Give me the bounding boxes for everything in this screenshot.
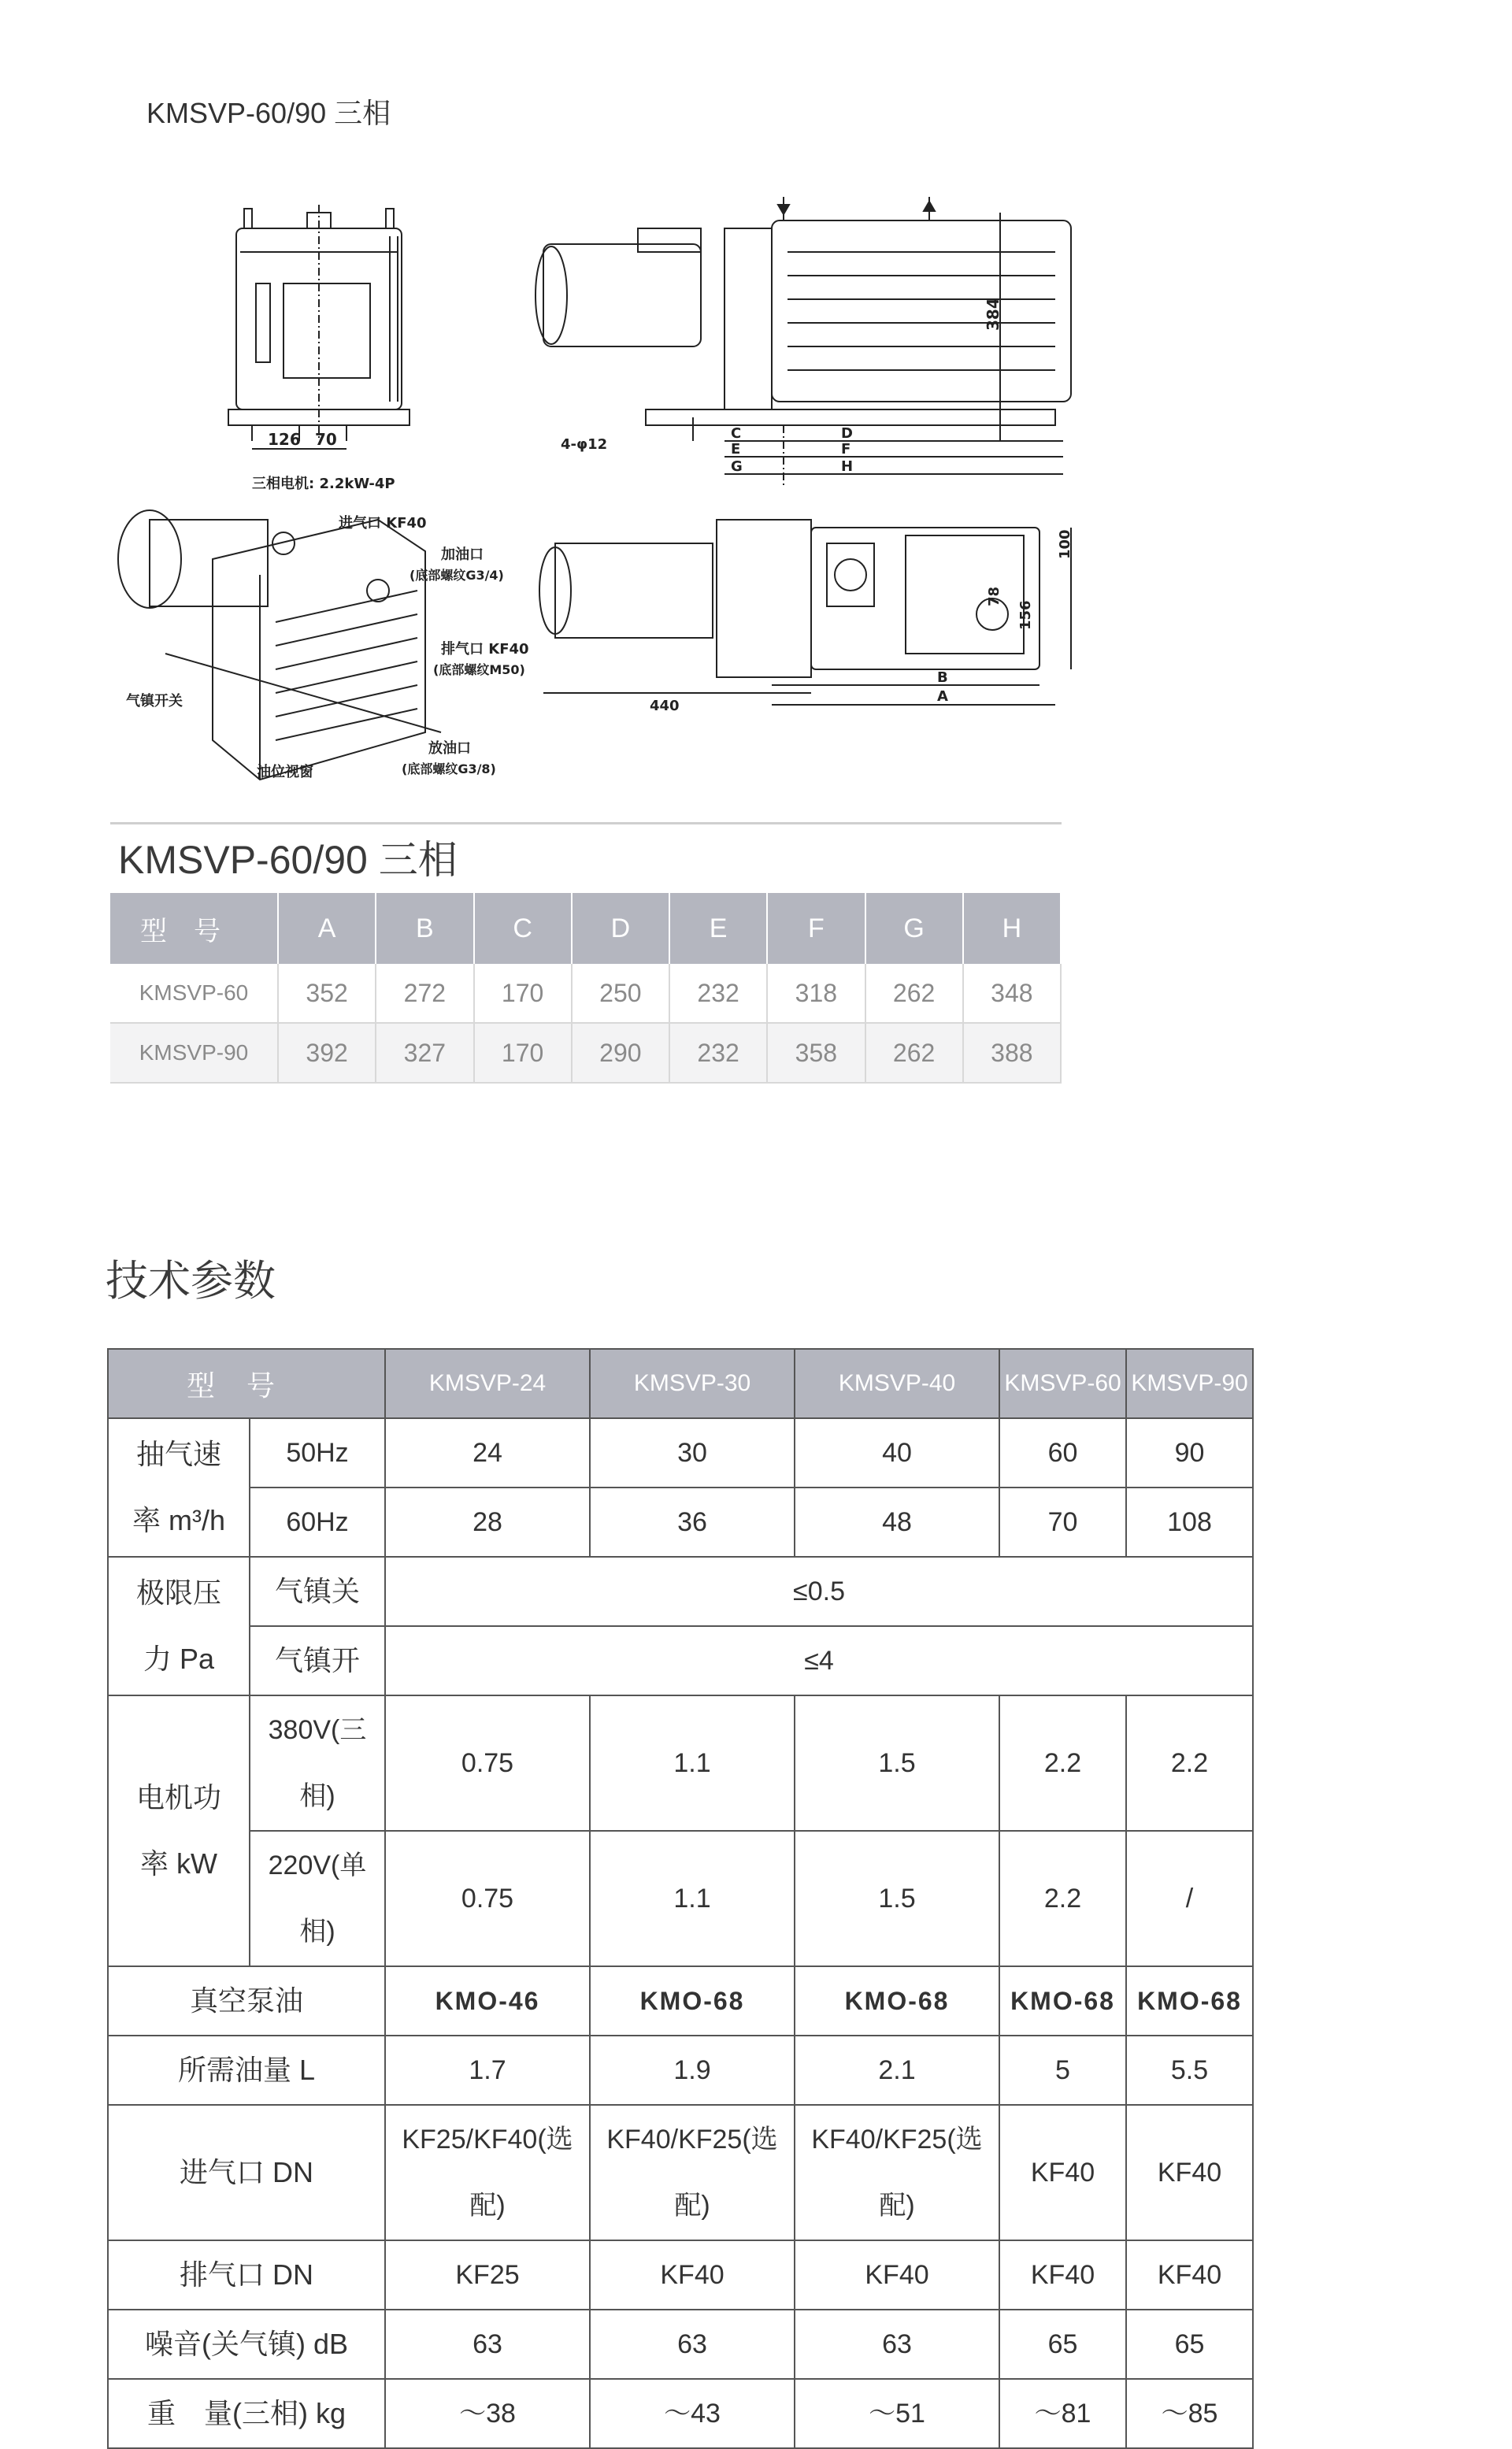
table-cell: 30 (590, 1418, 795, 1488)
table-cell: KMO-46 (385, 1966, 590, 2036)
table-cell: 262 (865, 1023, 963, 1083)
svg-text:156: 156 (1017, 600, 1034, 630)
model-header: KMSVP-30 (590, 1349, 795, 1418)
side-view-drawing (536, 197, 1071, 488)
table-cell: 63 (385, 2310, 590, 2379)
table-row (108, 2310, 1253, 2379)
isometric-view-drawing (118, 475, 529, 780)
svg-text:进气口 KF40: 进气口 KF40 (339, 515, 427, 532)
table-row (108, 1966, 1253, 2036)
tech-header-model: 型号 (108, 1349, 385, 1418)
table-cell: 1.9 (590, 2036, 795, 2105)
section-divider (110, 822, 1062, 824)
table-cell: 170 (474, 1023, 572, 1083)
svg-text:H: H (841, 458, 854, 475)
svg-text:(底部螺纹G3/4): (底部螺纹G3/4) (410, 568, 504, 583)
svg-text:70: 70 (315, 430, 337, 449)
speed-label: 抽气速 率 m³/h (108, 1418, 250, 1557)
table-cell: 1.5 (795, 1695, 999, 1831)
dim-header-f: F (767, 893, 865, 964)
table-cell: 1.1 (590, 1695, 795, 1831)
table-cell: 28 (385, 1488, 590, 1557)
table-row (108, 1626, 1253, 1695)
table-row (108, 1488, 1253, 1557)
tech-header-row (108, 1349, 1253, 1418)
table-cell: KF40 (590, 2240, 795, 2310)
table-cell: 气镇开 (250, 1626, 385, 1695)
table-row (110, 1023, 1061, 1083)
dim-header-e: E (669, 893, 767, 964)
table-cell: 232 (669, 964, 767, 1023)
svg-text:126: 126 (268, 430, 301, 449)
table-cell: 290 (572, 1023, 669, 1083)
top-view-drawing (539, 520, 1073, 714)
svg-text:E: E (731, 441, 741, 458)
svg-text:B: B (937, 669, 948, 686)
table-cell: 1.1 (590, 1831, 795, 1966)
table-cell: 392 (278, 1023, 376, 1083)
table-cell: 2.2 (1126, 1695, 1253, 1831)
svg-text:气镇开关: 气镇开关 (126, 693, 183, 710)
table-cell: 388 (963, 1023, 1061, 1083)
dim-header-a: A (278, 893, 376, 964)
svg-text:油位视窗: 油位视窗 (257, 764, 313, 780)
table-cell: 24 (385, 1418, 590, 1488)
svg-text:4-φ12: 4-φ12 (561, 436, 608, 453)
table-cell: ～43 (590, 2379, 795, 2448)
power-label: 电机功 率 kW (108, 1695, 250, 1966)
inlet-label: 进气口 DN (108, 2105, 385, 2240)
table-row (108, 1557, 1253, 1626)
dim-header-h: H (963, 893, 1061, 964)
model-header: KMSVP-40 (795, 1349, 999, 1418)
table-cell: 0.75 (385, 1831, 590, 1966)
table-cell: 63 (590, 2310, 795, 2379)
table-cell: 2.1 (795, 2036, 999, 2105)
svg-text:D: D (841, 425, 853, 442)
dimension-table (110, 893, 1062, 1084)
svg-text:放油口: 放油口 (428, 740, 471, 757)
weight-label: 重 量(三相) kg (108, 2379, 385, 2448)
table-cell: KF25/KF40(选 配) (385, 2105, 590, 2240)
page-title: KMSVP-60/90 三相 (146, 97, 391, 129)
svg-text:384: 384 (984, 298, 1002, 331)
table-cell: 60 (999, 1418, 1126, 1488)
dimension-header-row (110, 893, 1061, 964)
svg-text:78: 78 (986, 586, 1002, 606)
table-cell: ～81 (999, 2379, 1126, 2448)
table-cell: KMSVP-60 (110, 964, 278, 1023)
noise-label: 噪音(关气镇) dB (108, 2310, 385, 2379)
table-cell: 380V(三 相) (250, 1695, 385, 1831)
table-cell: 318 (767, 964, 865, 1023)
table-cell: KMO-68 (590, 1966, 795, 2036)
table-row (108, 1418, 1253, 1488)
table-cell: KF40 (999, 2105, 1126, 2240)
table-row (108, 1695, 1253, 1831)
table-cell: ～85 (1126, 2379, 1253, 2448)
table-cell: KF40/KF25(选 配) (795, 2105, 999, 2240)
table-cell: 1.5 (795, 1831, 999, 1966)
table-cell: KMO-68 (999, 1966, 1126, 2036)
table-cell: 36 (590, 1488, 795, 1557)
dimension-table-title: KMSVP-60/90 三相 (118, 838, 458, 882)
table-cell: 70 (999, 1488, 1126, 1557)
table-cell: 272 (376, 964, 473, 1023)
table-cell: 2.2 (999, 1695, 1126, 1831)
tech-params-title: 技术参数 (106, 1258, 276, 1305)
table-cell: 60Hz (250, 1488, 385, 1557)
dim-header-c: C (474, 893, 572, 964)
dim-header-g: G (865, 893, 963, 964)
table-cell: KMSVP-90 (110, 1023, 278, 1083)
svg-text:A: A (937, 688, 948, 705)
table-cell: KF40 (795, 2240, 999, 2310)
table-cell: KF40 (999, 2240, 1126, 2310)
pressure-label: 极限压 力 Pa (108, 1557, 250, 1695)
table-cell: 5 (999, 2036, 1126, 2105)
dim-header-d: D (572, 893, 669, 964)
table-cell: 2.2 (999, 1831, 1126, 1966)
table-cell: 0.75 (385, 1695, 590, 1831)
table-row (108, 2240, 1253, 2310)
table-cell: 40 (795, 1418, 999, 1488)
table-row (108, 1831, 1253, 1966)
svg-text:440: 440 (650, 698, 680, 714)
table-cell: 352 (278, 964, 376, 1023)
model-header: KMSVP-90 (1126, 1349, 1253, 1418)
table-cell: ～38 (385, 2379, 590, 2448)
table-cell: 262 (865, 964, 963, 1023)
table-cell: 65 (999, 2310, 1126, 2379)
table-cell: 170 (474, 964, 572, 1023)
table-cell: 90 (1126, 1418, 1253, 1488)
table-cell: 48 (795, 1488, 999, 1557)
table-cell: ≤4 (385, 1626, 1253, 1695)
table-cell: 232 (669, 1023, 767, 1083)
table-cell: 65 (1126, 2310, 1253, 2379)
svg-text:C: C (731, 425, 742, 442)
table-cell: ～51 (795, 2379, 999, 2448)
table-cell: 250 (572, 964, 669, 1023)
table-cell: 1.7 (385, 2036, 590, 2105)
svg-text:(底部螺纹G3/8): (底部螺纹G3/8) (402, 761, 496, 776)
table-cell: 气镇关 (250, 1557, 385, 1626)
table-cell: / (1126, 1831, 1253, 1966)
svg-text:加油口: 加油口 (441, 546, 484, 563)
tech-params-table (107, 1348, 1254, 2449)
table-cell: KF40 (1126, 2105, 1253, 2240)
table-cell: KMO-68 (795, 1966, 999, 2036)
table-cell: 5.5 (1126, 2036, 1253, 2105)
table-cell: 50Hz (250, 1418, 385, 1488)
table-row (108, 2379, 1253, 2448)
dim-header-b: B (376, 893, 473, 964)
table-cell: KMO-68 (1126, 1966, 1253, 2036)
table-cell: 220V(单 相) (250, 1831, 385, 1966)
dim-header-model: 型号 (110, 893, 278, 964)
oil-qty-label: 所需油量 L (108, 2036, 385, 2105)
table-cell: 358 (767, 1023, 865, 1083)
svg-text:100: 100 (1057, 529, 1073, 559)
table-cell: 348 (963, 964, 1061, 1023)
table-cell: KF40/KF25(选 配) (590, 2105, 795, 2240)
table-cell: ≤0.5 (385, 1557, 1253, 1626)
pump-technical-drawings (94, 181, 1071, 795)
table-row (110, 964, 1061, 1023)
svg-text:G: G (731, 458, 743, 475)
oil-label: 真空泵油 (108, 1966, 385, 2036)
table-row (108, 2105, 1253, 2240)
front-view-drawing (228, 205, 410, 449)
svg-text:排气口 KF40: 排气口 KF40 (441, 641, 529, 658)
table-cell: KF25 (385, 2240, 590, 2310)
svg-text:三相电机: 2.2kW-4P: 三相电机: 2.2kW-4P (252, 476, 395, 492)
model-header: KMSVP-60 (999, 1349, 1126, 1418)
svg-text:F: F (841, 441, 851, 458)
svg-text:(底部螺纹M50): (底部螺纹M50) (433, 662, 525, 677)
model-header: KMSVP-24 (385, 1349, 590, 1418)
table-cell: 63 (795, 2310, 999, 2379)
exhaust-label: 排气口 DN (108, 2240, 385, 2310)
table-cell: 108 (1126, 1488, 1253, 1557)
table-cell: 327 (376, 1023, 473, 1083)
table-cell: KF40 (1126, 2240, 1253, 2310)
table-row (108, 2036, 1253, 2105)
